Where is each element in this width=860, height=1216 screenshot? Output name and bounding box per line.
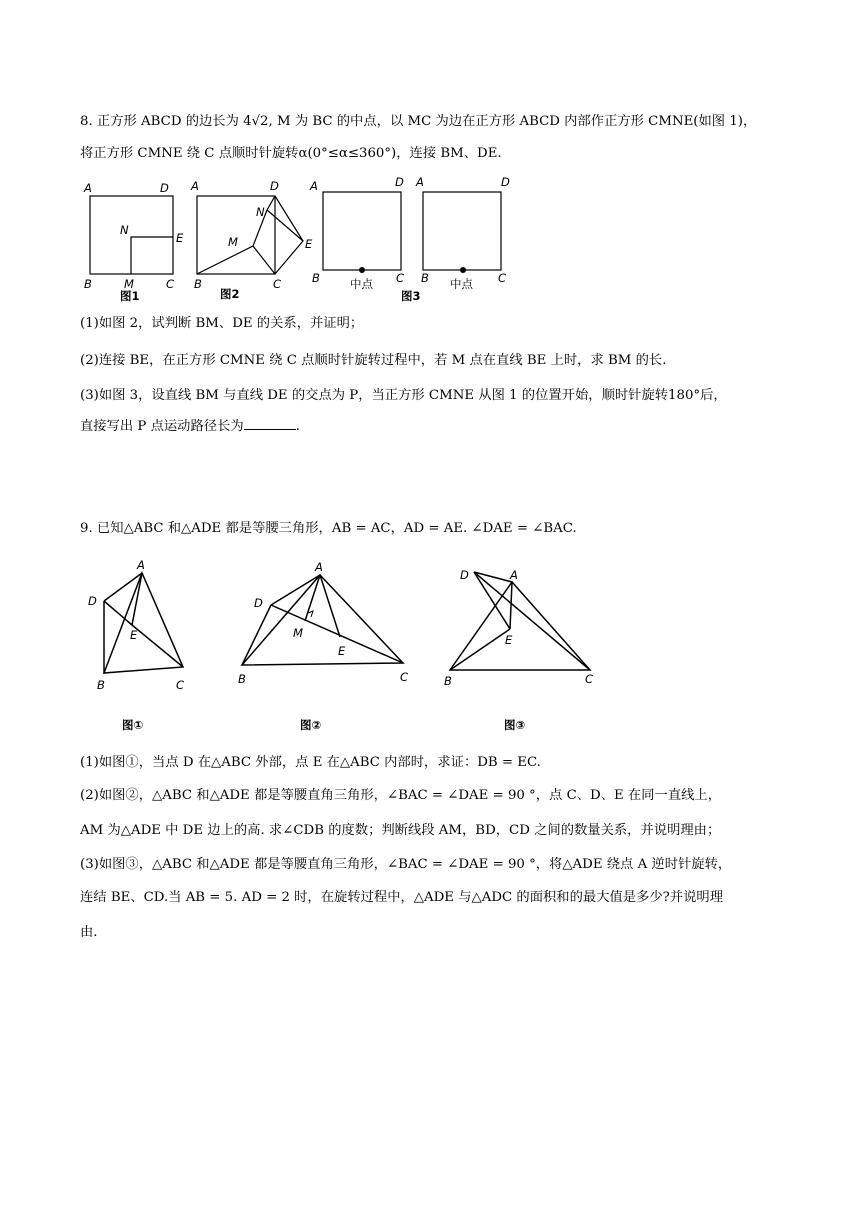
q9-figure-3 xyxy=(450,572,590,670)
fig3-caption: 图③ xyxy=(504,718,526,732)
q8-figure-2-labels xyxy=(190,179,313,301)
svg-text:B: B xyxy=(421,271,429,285)
svg-text:A: A xyxy=(510,568,518,582)
svg-text:M: M xyxy=(228,235,238,249)
svg-text:D: D xyxy=(460,568,469,582)
svg-text:D: D xyxy=(270,179,279,193)
q8-part1: (1)如图 2，试判断 BM、DE 的关系，并证明； xyxy=(80,316,364,331)
q8-line1: 8. 正方形 ABCD 的边长为 4√2, M 为 BC 的中点，以 MC 为边在正方形 ABCD 内部作正方形 CMNE(如图 1)， xyxy=(80,114,757,129)
svg-text:B: B xyxy=(444,674,452,688)
answer-blank xyxy=(244,417,296,430)
q9-part2-line2: AM 为△ADE 中 DE 边上的高. 求∠CDB 的度数；判断线段 AM，BD，CD 之间的数量关系，并说明理由； xyxy=(80,823,721,838)
q8-part3-line1: (3)如图 3，设直线 BM 与直线 DE 的交点为 P，当正方形 CMNE 从图 1 的位置开始，顺时针旋转180°后， xyxy=(80,388,727,403)
q8-part3-line2: 直接写出 P 点运动路径长为 . xyxy=(80,419,300,434)
svg-text:M: M xyxy=(293,626,303,640)
svg-text:B: B xyxy=(97,678,105,692)
svg-text:E: E xyxy=(130,628,138,642)
svg-text:B: B xyxy=(312,271,320,285)
svg-text:C: C xyxy=(585,672,594,686)
svg-text:A: A xyxy=(84,181,92,195)
q9-figure-1 xyxy=(104,573,183,673)
svg-text:D: D xyxy=(254,596,263,610)
q9-part3-line1: (3)如图③，△ABC 和△ADE 都是等腰直角三角形，∠BAC = ∠DAE = 90 °，将△ADE 绕点 A 逆时针旋转， xyxy=(80,857,732,872)
svg-text:C: C xyxy=(176,678,185,692)
fig2-caption: 图② xyxy=(300,718,322,732)
svg-text:C: C xyxy=(400,670,409,684)
q8-figure-1-labels xyxy=(83,181,184,303)
svg-text:D: D xyxy=(88,594,97,608)
svg-text:D: D xyxy=(395,176,404,189)
svg-text:E: E xyxy=(305,237,313,251)
svg-text:C: C xyxy=(396,271,405,285)
svg-text:A: A xyxy=(310,179,318,193)
fig2-caption: 图2 xyxy=(220,287,240,301)
svg-text:E: E xyxy=(505,633,513,647)
midpoint-label: 中点 xyxy=(450,277,473,291)
q9-part3-line3: 由. xyxy=(80,925,98,940)
svg-text:E: E xyxy=(338,644,346,658)
q8-line2: 将正方形 CMNE 绕 C 点顺时针旋转α(0°≤α≤360°)，连接 BM、DE. xyxy=(80,146,502,161)
midpoint-label: 中点 xyxy=(350,277,373,291)
q8-figure-1 xyxy=(90,196,173,274)
svg-text:E: E xyxy=(176,231,184,245)
svg-text:C: C xyxy=(498,271,507,285)
q8-part2: (2)连接 BE，在正方形 CMNE 绕 C 点顺时针旋转过程中，若 M 点在直线 BE 上时，求 BM 的长. xyxy=(80,353,667,368)
q9-figures xyxy=(80,555,620,740)
svg-text:A: A xyxy=(191,179,199,193)
svg-text:B: B xyxy=(238,672,246,686)
svg-text:N: N xyxy=(120,223,129,237)
svg-text:D: D xyxy=(160,181,169,195)
svg-text:C: C xyxy=(273,277,282,291)
q9-part3-line2: 连结 BE、CD.当 AB = 5. AD = 2 时，在旋转过程中，△ADE 与△ADC 的面积和的最大值是多少?并说明理 xyxy=(80,890,723,905)
svg-text:A: A xyxy=(416,176,424,189)
q8-figure-3 xyxy=(323,192,501,273)
q9-figure-3-labels xyxy=(444,568,593,732)
q8-figures xyxy=(80,176,520,306)
fig3-caption: 图3 xyxy=(401,289,421,303)
q9-part2-line1: (2)如图②，△ABC 和△ADE 都是等腰直角三角形，∠BAC = ∠DAE = 90 °，点 C、D、E 在同一直线上， xyxy=(80,788,722,803)
q8-figure-3-labels xyxy=(309,176,510,303)
svg-text:C: C xyxy=(166,277,175,291)
svg-text:A: A xyxy=(315,560,323,574)
svg-text:D: D xyxy=(501,176,510,189)
svg-text:B: B xyxy=(194,277,202,291)
svg-text:M: M xyxy=(124,277,134,291)
svg-text:A: A xyxy=(137,558,145,572)
fig1-caption: 图1 xyxy=(120,289,140,303)
svg-text:N: N xyxy=(256,205,265,219)
q9-figure-2 xyxy=(242,575,403,665)
svg-text:B: B xyxy=(84,277,92,291)
q9-line1: 9. 已知△ABC 和△ADE 都是等腰三角形，AB = AC，AD = AE. ∠DAE = ∠BAC. xyxy=(80,521,577,536)
q9-part1: (1)如图①，当点 D 在△ABC 外部，点 E 在△ABC 内部时，求证：DB = EC. xyxy=(80,755,541,770)
q8-figure-2 xyxy=(197,196,303,274)
fig1-caption: 图① xyxy=(122,718,144,732)
q9-figure-1-labels xyxy=(88,558,184,732)
